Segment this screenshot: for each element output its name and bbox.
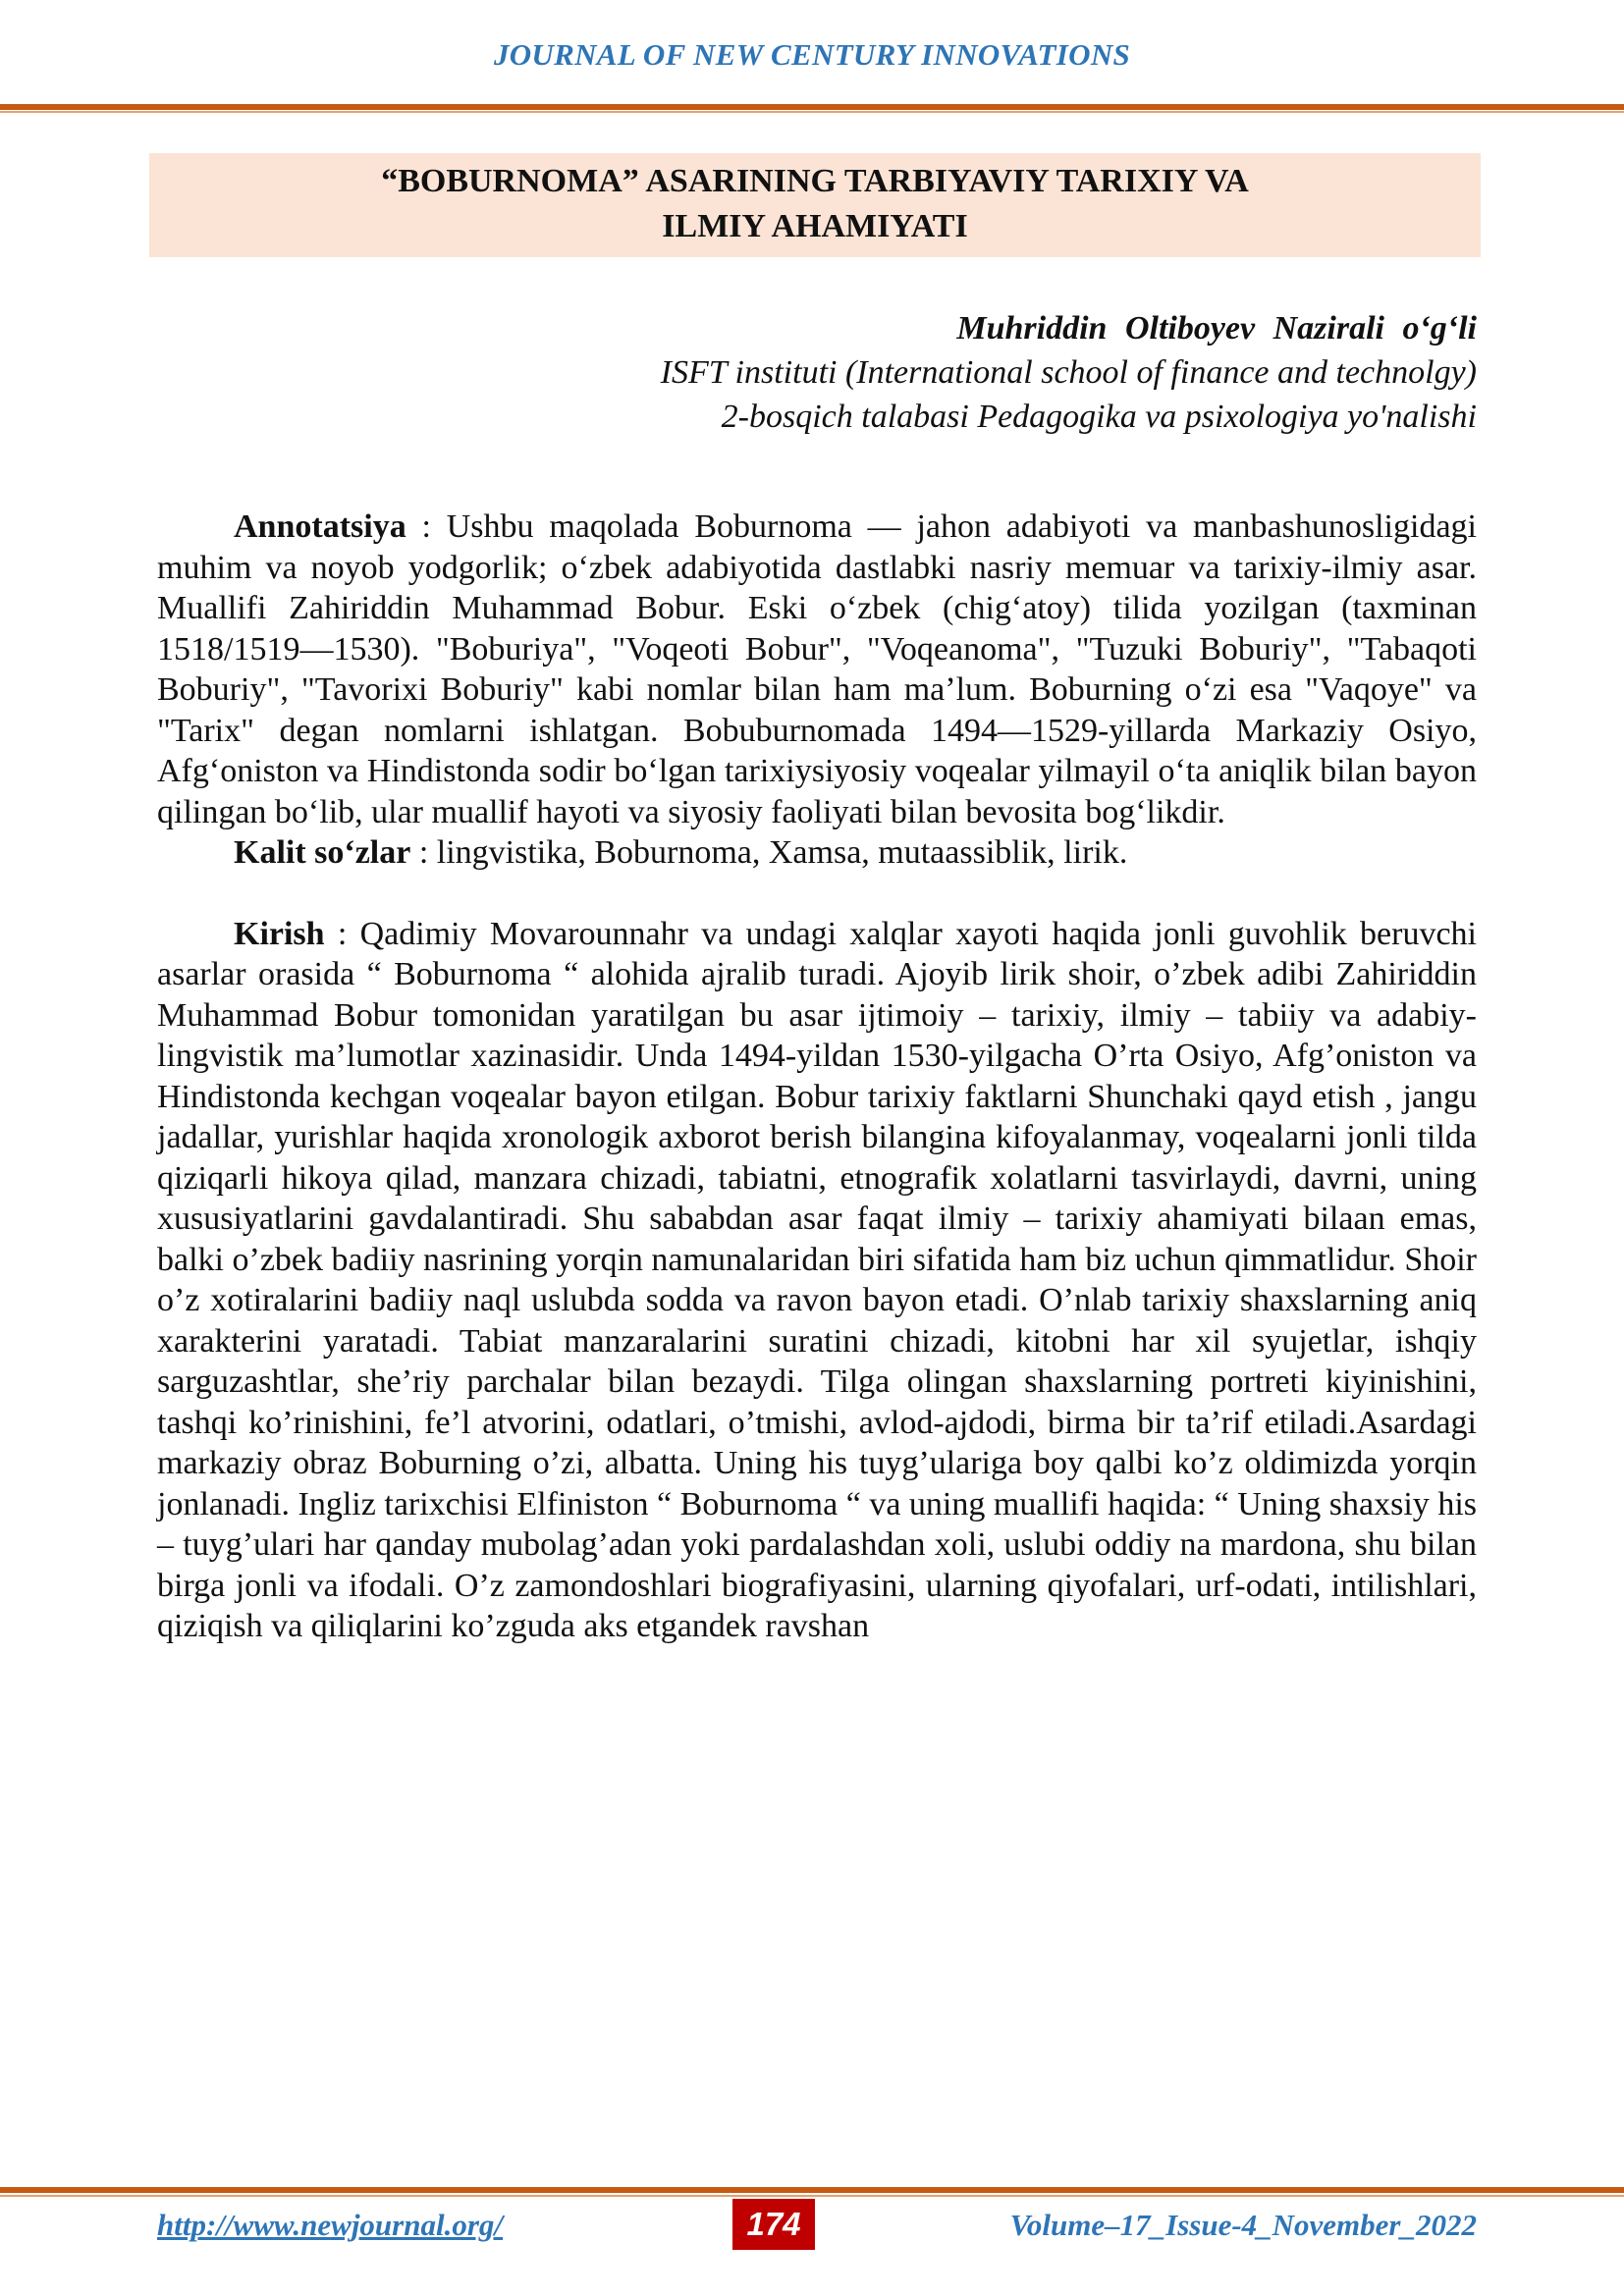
article-title-box <box>149 153 1481 257</box>
paragraph-spacer <box>157 874 1477 914</box>
footer-divider-thin <box>0 2195 1624 2197</box>
introduction-text: : Qadimiy Movarounnahr va undagi xalqlar xayoti haqida jonli guvohlik beruvchi asarlar orasida “ Boburnoma “ alohida ajralib turadi. Ajoyib lirik shoir, o’zbek adibi Zahiriddin Muhammad Bobur tomonidan yaratilgan bu asar ijtimoiy – tarixiy, ilmiy – tabiiy va adabiy- lingvistik ma’lumotlar xazinasidir. Unda 1494-yildan 1530-yilgacha O’rta Osiyo, Afg’oniston va Hindistonda kechgan voqealar bayon etilgan. Bobur tarixiy faktlarni Shunchaki qayd etish , jangu jadallar, yurishlar haqida xronologik axborot berish bilangina kifoyalanmay, voqealarni jonli tilda qiziqarli hikoya qilad, manzara chizadi, tabiatni, etnografik xolatlarni tasvirlaydi, davrni, uning xususiyatlarini gavdalantiradi. Shu sababdan asar faqat ilmiy – tarixiy ahamiyati bilaan emas, balki o’zbek badiiy nasrining yorqin namunalaridan biri sifatida ham biz uchun qimmatlidur. Shoir o’z xotiralarini badiiy naql uslubda sodda va ravon bayon etadi. O’nlab tarixiy shaxslarning aniq xarakterini yaratadi. Tabiat manzaralarini suratini chizadi, kitobni har xil syujetlar, ishqiy sarguzashtlar, she’riy parchalar bilan bezaydi. Tilga olingan shaxslarning portreti kiyinishini, tashqi ko’rinishini, fe’l atvorini, odatlari, o’tmishi, avlod-ajdodi, birma bir ta’rif etiladi.Asardagi markaziy obraz Boburning o’zi, albatta. Uning his tuyg’ulariga boy qalbi ko’z oldimizda yorqin jonlanadi. Ingliz tarixchisi Elfiniston “ Boburnoma “ va uning muallifi haqida: “ Uning shaxsiy his – tuyg’ulari har qanday mubolag’adan yoki pardalashdan xoli, uslubi oddiy na mardona, shu bilan birga jonli va ifodali. O’z zamondoshlari biografiyasini, ularning qiyofalari, urf-odati, intilishlari, qiziqish va qiliqlarini ko’zguda aks etgandek ravshan <box>157 915 1477 1644</box>
header-divider <box>0 104 1624 110</box>
article-body <box>157 507 1477 1647</box>
author-affiliation: ISFT instituti (International school of finance and technolgy) <box>660 354 1477 391</box>
abstract-text: : Ushbu maqolada Boburnoma — jahon adabiyoti va manbashunosligidagi muhim va noyob yodgorlik; oʻzbek adabiyotida dastlabki nasriy memuar va tarixiy-ilmiy asar. Muallifi Zahiriddin Muhammad Bobur. Eski oʻzbek (chigʻatoy) tilida yozilgan (taxminan 1518/1519—1530). "Boburiya", "Voqeoti Bobur", "Voqeanoma", "Tuzuki Boburiy", "Tabaqoti Boburiy", "Tavorixi Boburiy" kabi nomlar bilan ham maʼlum. Boburning oʻzi esa "Vaqoye" va "Tarix" degan nomlarni ishlatgan. Bobuburnomada 1494—1529-yillarda Markaziy Osiyo, Afgʻoniston va Hindistonda sodir boʻlgan tarixiysiyosiy voqealar yilmayil oʻta aniqlik bilan bayon qilingan boʻlib, ular muallif hayoti va siyosiy faoliyati bilan bevosita bogʻlikdir. <box>157 508 1477 830</box>
volume-issue-label: Volume–17_Issue-4_November_2022 <box>1009 2208 1477 2242</box>
keywords-label: Kalit so‘zlar <box>234 834 411 871</box>
journal-title: JOURNAL OF NEW CENTURY INNOVATIONS <box>493 37 1131 72</box>
introduction-label: Kirish <box>234 915 325 952</box>
abstract-paragraph <box>157 507 1477 832</box>
header-divider-thin <box>0 111 1624 113</box>
author-block <box>661 306 1477 439</box>
article-title-line-1: “BOBURNOMA” ASARINING TARBIYAVIY TARIXIY VA <box>381 163 1249 199</box>
page-number-badge: 174 <box>732 2199 815 2250</box>
keywords-paragraph <box>157 832 1477 874</box>
author-position: 2-bosqich talabasi Pedagogika va psixologiya yo'nalishi <box>721 399 1477 435</box>
abstract-label: Annotatsiya <box>234 508 406 545</box>
introduction-paragraph <box>157 914 1477 1647</box>
footer-divider <box>0 2187 1624 2193</box>
article-title-line-2: ILMIY AHAMIYATI <box>662 208 968 244</box>
author-name: Muhriddin Oltiboyev Nazirali o‘g‘li <box>956 310 1477 347</box>
journal-url-link[interactable]: http://www.newjournal.org/ <box>157 2208 504 2242</box>
keywords-text: : lingvistika, Boburnoma, Xamsa, mutaassiblik, lirik. <box>410 834 1128 871</box>
